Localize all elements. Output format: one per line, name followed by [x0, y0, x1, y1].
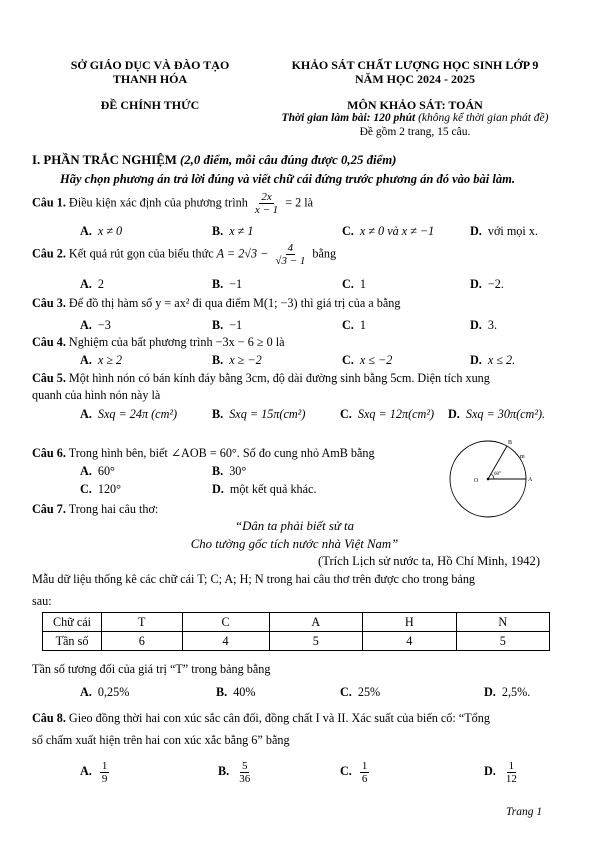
- q8-option-b: B. $\frac{5}{36}$: [218, 760, 251, 786]
- header-pages: Đề gồm 2 trang, 15 câu.: [359, 126, 471, 138]
- q6-label-a: A: [528, 477, 533, 483]
- section-title-text: I. PHẦN TRẮC NGHIỆM: [32, 153, 177, 167]
- q8-label: Câu 8.: [32, 711, 66, 725]
- q6-circle-figure: [438, 436, 538, 526]
- q8-option-a: A. $\frac{1}{9}$: [80, 760, 108, 786]
- header-exam-title: KHẢO SÁT CHẤT LƯỢNG HỌC SINH LỚP 9: [291, 58, 539, 72]
- q7-description-2: sau:: [32, 594, 52, 608]
- q1-frac-num: 2x: [261, 191, 272, 203]
- section-title-note: (2,0 điểm, mỗi câu đúng được 0,25 điểm): [180, 153, 397, 167]
- section-instruction: Hãy chọn phương án trả lời đúng và viết chữ cái đứng trước phương án đó vào bài làm.: [60, 172, 515, 186]
- section-title: [32, 153, 396, 168]
- q3-option-b: B. −1: [212, 318, 243, 332]
- q2-label: Câu 2.: [32, 246, 66, 261]
- q4-option-d: D. x ≤ 2.: [470, 353, 516, 367]
- header-time-bold: Thời gian làm bài: 120 phút: [281, 112, 416, 124]
- page-number: Trang 1: [506, 806, 543, 818]
- q1-option-d: D. với mọi x.: [470, 224, 538, 238]
- q5-option-c: C. Sxq = 12π(cm²): [340, 407, 435, 421]
- q3-label: Câu 3.: [32, 296, 66, 310]
- table-row: [43, 632, 550, 651]
- question-7: [32, 502, 158, 517]
- q6-option-c: C. 120°: [80, 482, 122, 496]
- header-time-note: (không kể thời gian phát đề): [418, 112, 549, 124]
- q5-option-a: A. Sxq = 24π (cm²): [80, 407, 178, 421]
- q8-text-2: số chấm xuất hiện trên hai con xúc xắc bằng 6” bằng: [32, 733, 290, 747]
- q4-option-c: C. x ≤ −2: [342, 353, 393, 367]
- header-subject: MÔN KHẢO SÁT: TOÁN: [347, 98, 483, 112]
- table-cell: Tần số: [43, 632, 102, 651]
- q5-text-2: quanh của hình nón này là: [32, 388, 161, 402]
- table-cell: N: [456, 613, 549, 632]
- q1-frac-den: x − 1: [254, 204, 279, 217]
- q7-source: (Trích Lịch sử nước ta, Hồ Chí Minh, 1942): [318, 554, 541, 568]
- q2-text: Kết quả rút gọn của biểu thức: [68, 246, 214, 261]
- q7-option-b: B. 40%: [216, 685, 256, 699]
- q6-option-d: D. một kết quả khác.: [212, 482, 317, 496]
- q2-fraction: [273, 242, 307, 267]
- q5-option-d: D. Sxq = 30π(cm²).: [448, 407, 546, 421]
- q6-label-o: O: [474, 478, 479, 484]
- header-official: ĐỀ CHÍNH THỨC: [100, 98, 200, 112]
- q3-option-d: D. 3.: [470, 318, 497, 332]
- q2-option-d: D. −2.: [470, 277, 504, 291]
- q1-option-b: B. x ≠ 1: [212, 224, 254, 238]
- q7-poem-line-2: Cho tường gốc tích nước nhà Việt Nam”: [190, 537, 399, 551]
- header-time: [250, 112, 580, 124]
- q1-text: Điều kiện xác định của phương trình: [68, 195, 248, 210]
- q2-tail: bằng: [312, 246, 337, 261]
- q1-option-a: A. x ≠ 0: [80, 224, 123, 238]
- question-5: [32, 371, 490, 386]
- q6-center-dot: [487, 478, 490, 481]
- q6-option-b: B. 30°: [212, 464, 247, 478]
- q1-tail: = 2 là: [285, 195, 314, 210]
- q1-option-c: C. x ≠ 0 và x ≠ −1: [342, 224, 435, 238]
- q7-question: Tần số tương đối của giá trị “T” trong bảng bằng: [32, 662, 271, 676]
- question-3: [32, 296, 400, 311]
- q5-text-1: Một hình nón có bán kính đáy bằng 3cm, độ dài đường sinh bằng 5cm. Diện tích xung: [68, 371, 490, 385]
- q1-label: Câu 1.: [32, 195, 66, 210]
- q8-text-1: Gieo đồng thời hai con xúc sắc cân đối, đồng chất I và II. Xác suất của biến cố: “Tổng: [68, 711, 490, 725]
- q2-frac-den: √3 − 1: [275, 255, 306, 268]
- q6-label-angle: 60°: [494, 472, 501, 477]
- q4-text: Nghiệm của bất phương trình −3x − 6 ≥ 0 là: [68, 335, 285, 349]
- table-cell: 5: [269, 632, 362, 651]
- table-header-row: [43, 613, 550, 632]
- q7-description-1: Mẫu dữ liệu thống kê các chữ cái T; C; A; H; N trong hai câu thơ trên được cho trong bảng: [32, 572, 476, 586]
- q5-label: Câu 5.: [32, 371, 66, 385]
- q4-label: Câu 4.: [32, 335, 66, 349]
- q7-poem-line-1: “Dân ta phải biết sử ta: [235, 519, 354, 533]
- q6-option-a: A. 60°: [80, 464, 115, 478]
- table-cell: T: [102, 613, 183, 632]
- q6-label-b: B: [508, 440, 513, 446]
- question-6: [32, 446, 375, 461]
- q6-text: Trong hình bên, biết ∠AOB = 60°. Số đo cung nhỏ AmB bằng: [68, 446, 375, 460]
- question-1: [32, 191, 313, 216]
- table-cell: 6: [102, 632, 183, 651]
- q3-option-a: A. −3: [80, 318, 111, 332]
- q7-option-a: A. 0,25%: [80, 685, 130, 699]
- q7-option-d: D. 2,5%.: [484, 685, 531, 699]
- question-2: [32, 242, 336, 267]
- q3-text: Để đồ thị hàm số y = ax² đi qua điểm M(1; −3) thì giá trị của a bằng: [68, 296, 401, 310]
- table-cell: 4: [363, 632, 456, 651]
- table-cell: A: [269, 613, 362, 632]
- header-department: SỞ GIÁO DỤC VÀ ĐÀO TẠO: [70, 58, 230, 72]
- q7-text: Trong hai câu thơ:: [68, 502, 159, 516]
- question-8: [32, 711, 490, 726]
- q5-option-b: B. Sxq = 15π(cm²): [212, 407, 306, 421]
- q7-frequency-table: [42, 612, 550, 651]
- table-cell: C: [182, 613, 269, 632]
- q8-option-c: C. $\frac{1}{6}$: [340, 760, 368, 786]
- q2-option-c: C. 1: [342, 277, 366, 291]
- q7-label: Câu 7.: [32, 502, 66, 516]
- q2-expr: A = 2√3 −: [216, 246, 269, 261]
- q2-option-a: A. 2: [80, 277, 104, 291]
- q2-frac-num: 4: [287, 242, 294, 254]
- q4-option-a: A. x ≥ 2: [80, 353, 123, 367]
- q7-option-c: C. 25%: [340, 685, 381, 699]
- q4-option-b: B. x ≥ −2: [212, 353, 262, 367]
- header-school-year: NĂM HỌC 2024 - 2025: [355, 72, 475, 86]
- q3-option-c: C. 1: [342, 318, 366, 332]
- q8-option-d: D. $\frac{1}{12}$: [484, 760, 517, 786]
- table-cell: Chữ cái: [43, 613, 102, 632]
- table-cell: 4: [182, 632, 269, 651]
- table-cell: H: [363, 613, 456, 632]
- q2-option-b: B. −1: [212, 277, 243, 291]
- q1-fraction: [253, 191, 280, 216]
- header-province: THANH HÓA: [112, 72, 188, 86]
- question-4: [32, 335, 285, 350]
- q6-label: Câu 6.: [32, 446, 66, 460]
- q6-label-m: m: [520, 454, 525, 460]
- table-cell: 5: [456, 632, 549, 651]
